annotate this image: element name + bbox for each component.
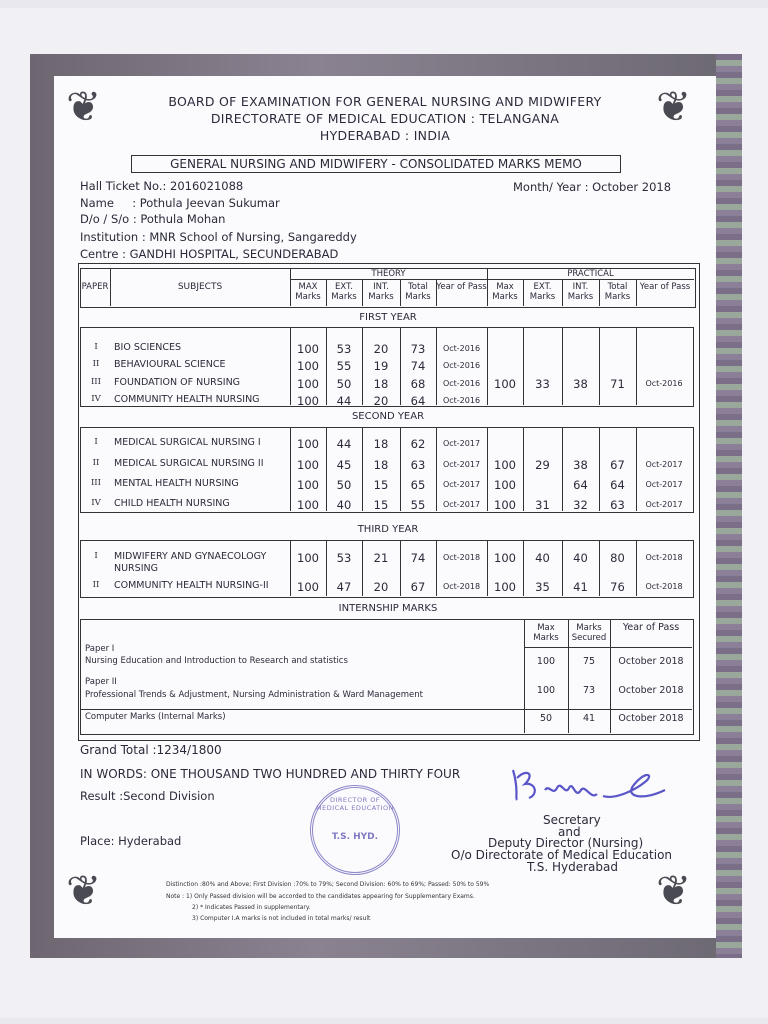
- intern-computer-year: October 2018: [618, 713, 684, 724]
- paper-number: I: [94, 551, 98, 561]
- subject-name: COMMUNITY HEALTH NURSING: [114, 394, 260, 405]
- paper-number: IV: [91, 394, 101, 404]
- theory-max: 100: [297, 342, 319, 356]
- theory-max: 100: [297, 377, 319, 391]
- intern-paper1-desc: Nursing Education and Introduction to Research and statistics: [85, 656, 348, 666]
- theory-total: 74: [410, 359, 426, 373]
- result: Result :Second Division: [80, 789, 215, 803]
- signature: [505, 760, 675, 810]
- location-title: HYDERABAD : INDIA: [319, 128, 451, 143]
- second-year-label: SECOND YEAR: [351, 411, 425, 422]
- theory-year: Oct-2016: [442, 379, 481, 388]
- practical-total: 76: [610, 580, 625, 594]
- official-seal: DIRECTOR OF MEDICAL EDUCATION T.S. HYD.: [310, 785, 400, 875]
- intern-header-secured: Marks Secured: [571, 623, 607, 643]
- month-year: Month/ Year : October 2018: [513, 180, 672, 194]
- intern-paper2-max: 100: [536, 685, 556, 696]
- intern-paper2-label: Paper II: [85, 677, 117, 687]
- directorate-title: DIRECTORATE OF MEDICAL EDUCATION : TELANGANA: [210, 111, 560, 126]
- student-name: Name : Pothula Jeevan Sukumar: [80, 196, 280, 210]
- theory-total: 64: [410, 394, 426, 408]
- practical-max: 100: [494, 478, 516, 492]
- theory-int: 18: [373, 377, 389, 391]
- theory-year: Oct-2018: [442, 553, 481, 562]
- board-title: BOARD OF EXAMINATION FOR GENERAL NURSING AND MIDWIFERY: [168, 94, 602, 109]
- practical-max: 100: [494, 498, 516, 512]
- header-practical: PRACTICAL: [567, 269, 614, 279]
- memo-title: GENERAL NURSING AND MIDWIFERY - CONSOLIDATED MARKS MEMO: [131, 155, 621, 173]
- column-header: Total Marks: [604, 282, 631, 302]
- column-header: INT. Marks: [567, 282, 594, 302]
- theory-max: 100: [297, 359, 319, 373]
- column-header: Year of Pass: [436, 282, 487, 292]
- practical-max: 100: [494, 551, 516, 565]
- column-header: Max Marks: [492, 282, 518, 302]
- place: Place: Hyderabad: [80, 834, 182, 848]
- theory-max: 100: [297, 437, 319, 451]
- subject-name: MENTAL HEALTH NURSING: [114, 478, 239, 489]
- theory-ext: 50: [336, 478, 352, 492]
- signatory-title-1: Secretary: [543, 813, 601, 827]
- subject-name: MEDICAL SURGICAL NURSING I: [114, 437, 261, 448]
- column-header: MAX Marks: [295, 282, 321, 302]
- decorative-border-right: [716, 54, 742, 958]
- practical-year: Oct-2016: [645, 379, 683, 388]
- subject-name: BEHAVIOURAL SCIENCE: [114, 359, 226, 370]
- first-year-label: FIRST YEAR: [359, 312, 417, 323]
- intern-paper1-secured: 75: [582, 656, 596, 667]
- header-paper: PAPER: [81, 282, 109, 292]
- signatory-title-4: O/o Directorate of Medical Education: [451, 848, 673, 862]
- practical-ext: 31: [535, 498, 550, 512]
- hall-ticket: Hall Ticket No.: 2016021088: [80, 179, 244, 193]
- intern-header-max: Max Marks: [533, 623, 559, 643]
- practical-year: Oct-2017: [645, 460, 683, 469]
- practical-int: 38: [573, 377, 588, 391]
- intern-paper1-label: Paper I: [85, 644, 115, 654]
- intern-paper1-max: 100: [536, 656, 556, 667]
- footnote-3: 3) Computer I.A marks is not included in total marks/ result: [192, 915, 371, 922]
- theory-total: 62: [410, 437, 426, 451]
- practical-total: 71: [610, 377, 625, 391]
- practical-year: Oct-2017: [645, 480, 683, 489]
- theory-int: 15: [373, 498, 389, 512]
- theory-max: 100: [297, 458, 319, 472]
- theory-year: Oct-2018: [442, 582, 481, 591]
- practical-ext: 40: [535, 551, 550, 565]
- theory-total: 68: [410, 377, 426, 391]
- theory-ext: 53: [336, 342, 352, 356]
- total-in-words: IN WORDS: ONE THOUSAND TWO HUNDRED AND THIRTY FOUR: [80, 767, 461, 781]
- paper-number: II: [92, 458, 100, 468]
- corner-ornament-icon: ❦: [66, 866, 102, 915]
- footnote-2: 2) * Indicates Passed in supplementary.: [192, 904, 311, 911]
- theory-year: Oct-2017: [442, 500, 481, 509]
- theory-int: 15: [373, 478, 389, 492]
- third-year-label: THIRD YEAR: [357, 524, 419, 535]
- header-subjects: SUBJECTS: [177, 282, 223, 292]
- theory-int: 20: [373, 580, 389, 594]
- column-header: INT. Marks: [368, 282, 394, 302]
- theory-max: 100: [297, 551, 319, 565]
- intern-header-year: Year of Pass: [622, 622, 680, 633]
- theory-int: 18: [373, 437, 389, 451]
- practical-int: 38: [573, 458, 588, 472]
- paper-number: II: [92, 359, 100, 369]
- theory-total: 73: [410, 342, 426, 356]
- intern-paper2-secured: 73: [582, 685, 596, 696]
- intern-paper2-desc: Professional Trends & Adjustment, Nursing Administration & Ward Management: [85, 690, 423, 700]
- practical-total: 80: [610, 551, 625, 565]
- theory-year: Oct-2017: [442, 480, 481, 489]
- practical-int: 32: [573, 498, 588, 512]
- theory-total: 63: [410, 458, 426, 472]
- practical-max: 100: [494, 458, 516, 472]
- practical-year: Oct-2018: [645, 553, 683, 562]
- signatory-title-2: and: [558, 825, 581, 839]
- theory-year: Oct-2016: [442, 361, 481, 370]
- signatory-title-5: T.S. Hyderabad: [527, 860, 618, 874]
- theory-ext: 40: [336, 498, 352, 512]
- practical-int: 41: [573, 580, 588, 594]
- theory-ext: 44: [336, 394, 352, 408]
- parent-name: D/o / S/o : Pothula Mohan: [80, 212, 226, 226]
- practical-max: 100: [494, 580, 516, 594]
- practical-year: Oct-2017: [645, 500, 683, 509]
- intern-computer-desc: Computer Marks (Internal Marks): [85, 712, 226, 722]
- theory-total: 74: [410, 551, 426, 565]
- practical-max: 100: [494, 377, 516, 391]
- corner-ornament-icon: ❦: [66, 82, 102, 131]
- practical-int: 64: [573, 478, 588, 492]
- theory-ext: 47: [336, 580, 352, 594]
- column-header: Year of Pass: [639, 282, 691, 292]
- subject-name: CHILD HEALTH NURSING: [114, 498, 230, 509]
- signatory-title-3: Deputy Director (Nursing): [488, 836, 644, 850]
- theory-int: 20: [373, 342, 389, 356]
- theory-max: 100: [297, 394, 319, 408]
- theory-ext: 53: [336, 551, 352, 565]
- practical-total: 67: [610, 458, 625, 472]
- theory-total: 67: [410, 580, 426, 594]
- practical-int: 40: [573, 551, 588, 565]
- theory-int: 19: [373, 359, 389, 373]
- subject-name: MEDICAL SURGICAL NURSING II: [114, 458, 264, 469]
- paper-number: III: [90, 478, 102, 488]
- theory-ext: 45: [336, 458, 352, 472]
- intern-paper2-year: October 2018: [618, 685, 684, 696]
- theory-int: 20: [373, 394, 389, 408]
- theory-int: 18: [373, 458, 389, 472]
- theory-ext: 50: [336, 377, 352, 391]
- corner-ornament-icon: ❦: [656, 82, 692, 131]
- subject-name: BIO SCIENCES: [114, 342, 182, 353]
- theory-total: 65: [410, 478, 426, 492]
- practical-ext: 33: [535, 377, 550, 391]
- subject-name: COMMUNITY HEALTH NURSING-II: [114, 580, 269, 591]
- theory-max: 100: [297, 580, 319, 594]
- theory-ext: 44: [336, 437, 352, 451]
- grand-total: Grand Total :1234/1800: [80, 743, 222, 757]
- practical-total: 63: [610, 498, 625, 512]
- header-theory: THEORY: [371, 269, 406, 279]
- practical-year: Oct-2018: [645, 582, 683, 591]
- theory-int: 21: [373, 551, 389, 565]
- column-header: Total Marks: [405, 282, 431, 302]
- footnote-divisions: Distinction :80% and Above; First Division :70% to 79%; Second Division: 60% to 69%; Passed: 50% to 59%: [166, 881, 490, 888]
- intern-paper1-year: October 2018: [618, 656, 684, 667]
- internship-title: INTERNSHIP MARKS: [338, 603, 438, 614]
- theory-total: 55: [410, 498, 426, 512]
- subject-name: MIDWIFERY AND GYNAECOLOGY NURSING: [114, 551, 267, 574]
- theory-year: Oct-2017: [442, 460, 481, 469]
- practical-total: 64: [610, 478, 625, 492]
- footnote-1: Note : 1) Only Passed division will be accorded to the candidates appearing for Supplementary Exams.: [166, 893, 475, 900]
- paper-number: IV: [91, 498, 101, 508]
- institution: Institution : MNR School of Nursing, Sangareddy: [80, 230, 357, 244]
- intern-computer-secured: 41: [582, 713, 596, 724]
- theory-year: Oct-2016: [442, 344, 481, 353]
- theory-year: Oct-2016: [442, 396, 481, 405]
- corner-ornament-icon: ❦: [656, 866, 692, 915]
- paper-number: III: [90, 377, 102, 387]
- practical-ext: 35: [535, 580, 550, 594]
- theory-max: 100: [297, 498, 319, 512]
- subject-name: FOUNDATION OF NURSING: [114, 377, 241, 388]
- theory-year: Oct-2017: [442, 439, 481, 448]
- paper-number: II: [92, 580, 100, 590]
- intern-computer-max: 50: [539, 713, 553, 724]
- theory-ext: 55: [336, 359, 352, 373]
- paper-number: I: [94, 342, 98, 352]
- practical-ext: 29: [535, 458, 550, 472]
- centre: Centre : GANDHI HOSPITAL, SECUNDERABAD: [80, 247, 339, 261]
- column-header: EXT. Marks: [331, 282, 357, 302]
- paper-number: I: [94, 437, 98, 447]
- theory-max: 100: [297, 478, 319, 492]
- column-header: EXT. Marks: [529, 282, 556, 302]
